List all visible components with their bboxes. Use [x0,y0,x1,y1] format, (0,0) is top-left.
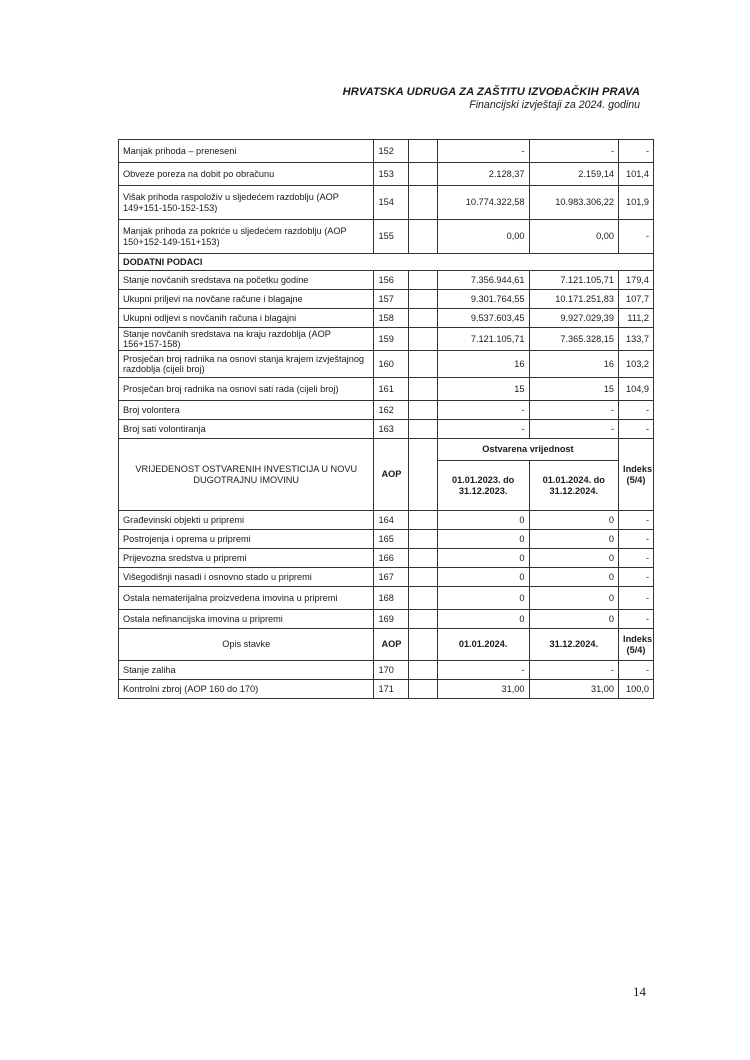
rows-before-additional [119,140,654,254]
investment-title: VRIJEDENOST OSTVARENIH INVESTICIJA U NOVU DUGOTRAJNU IMOVINU [119,439,374,511]
stock-rows [119,661,654,699]
row-aop: 166 [374,549,409,568]
row-description: Višegodišnji nasadi i osnovno stado u pripremi [119,568,374,587]
row-aop: 162 [374,401,409,420]
row-description: Obveze poreza na dobit po obračunu [119,163,374,186]
row-value-prev: 0 [437,511,529,530]
row-index: - [619,140,654,163]
row-value-curr: 7.365.328,15 [529,328,619,351]
row-aop: 153 [374,163,409,186]
row-value-prev: 0 [437,530,529,549]
row-blank [409,680,437,699]
row-index: - [619,610,654,629]
row-index: - [619,587,654,610]
row-blank [409,511,437,530]
row-description: Višak prihoda raspoloživ u sljedećem razdoblju (AOP 149+151-150-152-153) [119,186,374,220]
page-number: 14 [633,984,646,999]
row-description: Manjak prihoda za pokriće u sljedećem razdoblju (AOP 150+152-149-151+153) [119,220,374,254]
row-description: Ostala nematerijalna proizvedena imovina u pripremi [119,587,374,610]
row-description: Ukupni odljevi s novčanih računa i blagajni [119,309,374,328]
row-blank [409,290,437,309]
row-value-curr: - [529,420,619,439]
investment-col2-header: 01.01.2024. do 31.12.2024. [529,461,619,511]
row-index: 101,4 [619,163,654,186]
row-blank [409,328,437,351]
row-aop: 154 [374,186,409,220]
row-value-curr: 0 [529,549,619,568]
table-row [119,378,654,401]
row-index: 103,2 [619,351,654,378]
row-value-curr: 0 [529,610,619,629]
row-value-prev: - [437,140,529,163]
table-row [119,661,654,680]
stock-title: Opis stavke [119,629,374,661]
stock-index-header: Indeks (5/4) [619,629,654,661]
row-value-prev: 10.774.322,58 [437,186,529,220]
row-aop: 167 [374,568,409,587]
table-row [119,351,654,378]
row-index: 100,0 [619,680,654,699]
table-row [119,610,654,629]
investment-col1-header: 01.01.2023. do 31.12.2023. [437,461,529,511]
row-value-prev: - [437,420,529,439]
row-value-prev: 0 [437,610,529,629]
row-value-prev: 9.537.603,45 [437,309,529,328]
row-description: Stanje zaliha [119,661,374,680]
investment-group-header: Ostvarena vrijednost [437,439,618,461]
row-aop: 170 [374,661,409,680]
row-index: 107,7 [619,290,654,309]
row-value-curr: 2.159,14 [529,163,619,186]
row-value-curr: 7.121.105,71 [529,271,619,290]
row-value-curr: 16 [529,351,619,378]
document-header [343,86,640,111]
table-row [119,511,654,530]
row-value-prev: 0 [437,549,529,568]
row-value-curr: 10.171.251,83 [529,290,619,309]
row-aop: 152 [374,140,409,163]
financial-table [118,139,654,699]
row-value-prev: 0 [437,587,529,610]
investment-header [119,439,654,511]
table-row [119,530,654,549]
row-index: - [619,661,654,680]
row-aop: 155 [374,220,409,254]
row-blank [409,610,437,629]
row-index: - [619,530,654,549]
table-row [119,309,654,328]
table-row [119,420,654,439]
row-index: - [619,568,654,587]
row-aop: 157 [374,290,409,309]
table-row [119,220,654,254]
row-value-prev: 0,00 [437,220,529,254]
additional-data-rows [119,271,654,439]
row-aop: 156 [374,271,409,290]
row-value-prev: 7.121.105,71 [437,328,529,351]
row-value-curr: 15 [529,378,619,401]
table-row [119,401,654,420]
row-description: Postrojenja i oprema u pripremi [119,530,374,549]
row-description: Broj sati volontiranja [119,420,374,439]
row-value-prev: 31,00 [437,680,529,699]
row-blank [409,140,437,163]
row-value-curr: 0 [529,511,619,530]
row-value-prev: 16 [437,351,529,378]
report-subtitle: Financijski izvještaji za 2024. godinu [469,99,640,111]
row-description: Broj volontera [119,401,374,420]
table-row [119,186,654,220]
row-value-prev: 15 [437,378,529,401]
stock-col1-header: 01.01.2024. [437,629,529,661]
row-description: Stanje novčanih sredstava na kraju razdoblja (AOP 156+157-158) [119,328,374,351]
investment-aop-header: AOP [374,439,409,511]
table-row [119,140,654,163]
row-index: - [619,511,654,530]
row-index: 104,9 [619,378,654,401]
table-row [119,271,654,290]
row-description: Prosječan broj radnika na osnovi sati rada (cijeli broj) [119,378,374,401]
row-index: - [619,549,654,568]
row-blank [409,568,437,587]
row-blank [409,271,437,290]
table-row [119,290,654,309]
row-aop: 165 [374,530,409,549]
row-aop: 159 [374,328,409,351]
row-description: Stanje novčanih sredstava na početku godine [119,271,374,290]
section-heading-additional: DODATNI PODACI [119,254,654,271]
row-description: Prosječan broj radnika na osnovi stanja krajem izvještajnog razdoblja (cijeli broj) [119,351,374,378]
row-value-curr: 10.983.306,22 [529,186,619,220]
row-aop: 160 [374,351,409,378]
row-value-prev: 0 [437,568,529,587]
row-blank [409,549,437,568]
row-index: 101,9 [619,186,654,220]
row-index: 179,4 [619,271,654,290]
row-blank [409,661,437,680]
row-value-curr: 0 [529,530,619,549]
investment-rows [119,511,654,629]
row-blank [409,378,437,401]
row-description: Ukupni priljevi na novčane račune i blagajne [119,290,374,309]
stock-header [119,629,654,661]
row-value-curr: 0,00 [529,220,619,254]
additional-data-section [119,254,654,271]
row-description: Kontrolni zbroj (AOP 160 do 170) [119,680,374,699]
table-row [119,568,654,587]
row-value-curr: 0 [529,568,619,587]
row-description: Prijevozna sredstva u pripremi [119,549,374,568]
row-value-curr: 0 [529,587,619,610]
table-row [119,163,654,186]
row-aop: 169 [374,610,409,629]
row-value-curr: - [529,661,619,680]
row-aop: 171 [374,680,409,699]
row-value-curr: 9.927.029,39 [529,309,619,328]
row-index: 111,2 [619,309,654,328]
row-aop: 158 [374,309,409,328]
row-index: - [619,420,654,439]
row-blank [409,587,437,610]
row-blank [409,401,437,420]
row-blank [409,420,437,439]
row-blank [409,186,437,220]
table-row [119,680,654,699]
row-value-curr: - [529,140,619,163]
row-blank [409,530,437,549]
row-blank [409,351,437,378]
row-description: Manjak prihoda – preneseni [119,140,374,163]
row-description: Građevinski objekti u pripremi [119,511,374,530]
row-index: 133,7 [619,328,654,351]
row-blank [409,163,437,186]
row-value-prev: - [437,661,529,680]
row-index: - [619,220,654,254]
row-description: Ostala nefinancijska imovina u pripremi [119,610,374,629]
row-value-curr: 31,00 [529,680,619,699]
stock-aop-header: AOP [374,629,409,661]
row-aop: 164 [374,511,409,530]
table-row [119,587,654,610]
investment-index-header: Indeks (5/4) [619,439,654,511]
table-row [119,549,654,568]
row-aop: 168 [374,587,409,610]
row-value-prev: - [437,401,529,420]
row-aop: 161 [374,378,409,401]
row-value-prev: 2.128,37 [437,163,529,186]
row-aop: 163 [374,420,409,439]
stock-col2-header: 31.12.2024. [529,629,619,661]
row-index: - [619,401,654,420]
row-value-curr: - [529,401,619,420]
row-value-prev: 7.356.944,61 [437,271,529,290]
table-row [119,328,654,351]
row-blank [409,220,437,254]
organization-title: HRVATSKA UDRUGA ZA ZAŠTITU IZVOĐAČKIH PRAVA [342,86,640,98]
row-value-prev: 9.301.764,55 [437,290,529,309]
row-blank [409,309,437,328]
